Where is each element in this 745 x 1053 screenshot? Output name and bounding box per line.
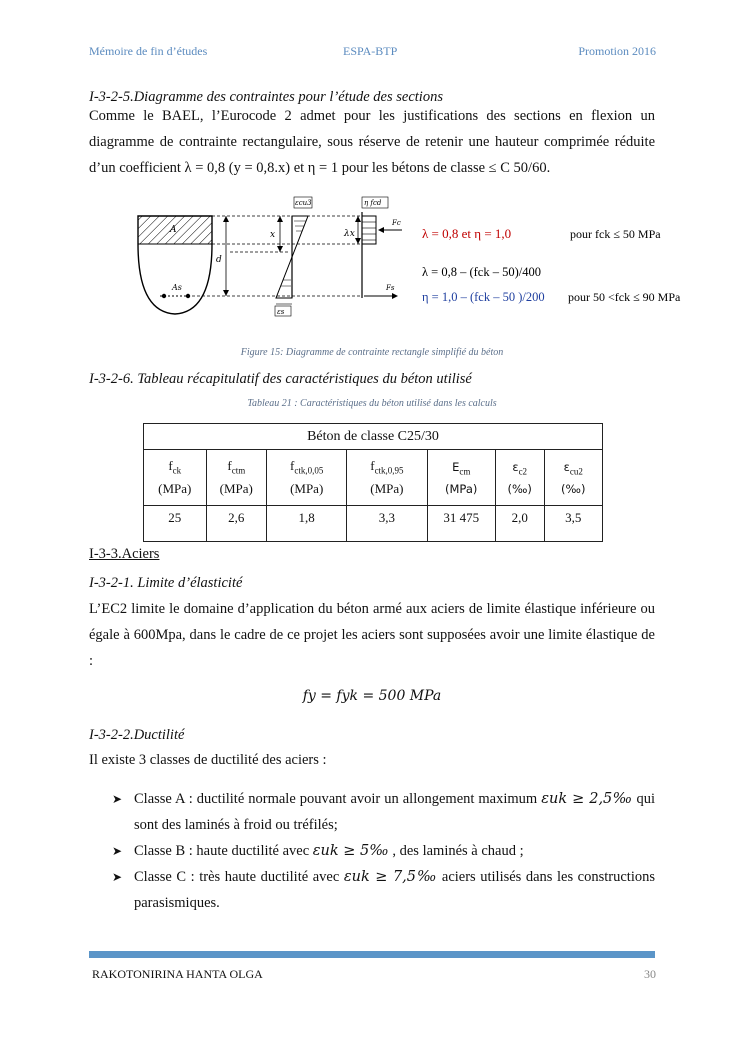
formula-fy: fy = fyk = 500 MPa [302, 688, 442, 704]
label-lambda-x: λx [344, 229, 355, 239]
table-caption: Tableau 21 : Caractéristiques du béton utilisé dans les calculs [247, 398, 497, 409]
label-d: d [216, 255, 222, 265]
section-text-diagramme: Comme le BAEL, l’Eurocode 2 admet pour les justifications des sections en flexion un diagramme de contrainte rectangulaire, sous réserve de retenir une hauteur comprimée réduite d’un coefficient λ = 0,8 (y = 0,8.x) et η = 1 pour les bétons de classe ≤ C 50/60. [89, 108, 655, 176]
table-header-row [144, 450, 603, 506]
list-item: ➤ Classe A : ductilité normale pouvant avoir un allongement maximum εuk ≥ 2,5‰ qui sont des laminés à froid ou tréfilés; [112, 786, 655, 838]
section-shape [138, 216, 212, 314]
footer-bar [89, 951, 655, 958]
table-title: Béton de classe C25/30 [144, 424, 603, 450]
section-title-ductilite: I-3-2-2.Ductilité [89, 727, 185, 743]
header-cell-fctm: $f_{ctm}$ (MPa) [206, 450, 267, 506]
figure-caption: Figure 15: Diagramme de contrainte rectangle simplifié du béton [240, 347, 504, 358]
list-item: ➤ Classe B : haute ductilité avec εuk ≥ 5‰ , des laminés à chaud ; [112, 838, 655, 864]
header-left: Mémoire de fin d’études [89, 44, 208, 58]
page-number: 30 [644, 967, 656, 981]
ductility-class-list [112, 786, 655, 916]
section-title-tableau: I-3-2-6. Tableau récapitulatif des caractéristiques du béton utilisé [89, 371, 472, 387]
section-text-elasticite: L’EC2 limite le domaine d’application du béton armé aux aciers de limite élastique inférieure ou égale à 600Mpa, dans le cadre de ce projet les aciers sont supposées avoir une limite élastique de : [89, 601, 655, 669]
arrow-bullet-icon: ➤ [112, 844, 123, 858]
arrow-bullet-icon: ➤ [112, 870, 123, 884]
footer-author: RAKOTONIRINA HANTA OLGA [92, 967, 263, 981]
value-ec2: 2,0 [495, 506, 544, 542]
header-cell-fctk095: $f_{ctk,0,95}$ (MPa) [347, 450, 427, 506]
label-eta-fcd: η fcd [364, 199, 382, 207]
stress-block [362, 197, 402, 299]
section-title-aciers: I-3-3.Aciers [89, 546, 160, 562]
list-item: ➤ Classe C : très haute ductilité avec εuk ≥ 7,5‰ aciers utilisés dans les constructions parasismiques. [112, 864, 655, 916]
eq-lambda-high: λ = 0,8 – (fck – 50)/400 [422, 265, 541, 279]
label-Fc: Fc [392, 219, 401, 227]
label-A: A [170, 225, 177, 235]
value-fck: 25 [144, 506, 207, 542]
eq-eta-high: η = 1,0 – (fck – 50 )/200 [422, 290, 545, 304]
label-es: εs [277, 308, 285, 316]
header-cell-fctk005: $f_{ctk,0,05}$ (MPa) [267, 450, 347, 506]
ductility-intro: Il existe 3 classes de ductilité des aciers : [89, 752, 327, 768]
header-cell-ecm: $E_{cm}$ (MPa) [427, 450, 495, 506]
value-ecu2: 3,5 [544, 506, 602, 542]
header-center: ESPA-BTP [343, 44, 398, 58]
label-x: x [270, 230, 276, 240]
value-fctk005: 1,8 [267, 506, 347, 542]
arrow-bullet-icon: ➤ [112, 792, 123, 806]
label-Fs: Fs [386, 284, 395, 292]
value-fctm: 2,6 [206, 506, 267, 542]
value-fctk095: 3,3 [347, 506, 427, 542]
header-cell-fck: $f_{ck}$ (MPa) [144, 450, 207, 506]
header-right: Promotion 2016 [578, 44, 656, 58]
strain-diagram [275, 197, 312, 316]
section-title-elasticite: I-3-2-1. Limite d’élasticité [89, 575, 243, 591]
stress-diagram-figure [130, 194, 690, 334]
eq-condition-1: pour fck ≤ 50 MPa [570, 227, 661, 241]
label-As: As [172, 283, 182, 292]
section-title-diagramme: I-3-2-5.Diagramme des contraintes pour l’étude des sections [89, 89, 443, 105]
concrete-properties-table [143, 423, 603, 542]
label-ecu3: εcu3 [295, 199, 312, 207]
eq-condition-2: pour 50 <fck ≤ 90 MPa [568, 290, 681, 304]
table-values-row [144, 506, 603, 542]
value-ecm: 31 475 [427, 506, 495, 542]
eq-lambda-eta-default: λ = 0,8 et η = 1,0 [422, 226, 512, 241]
header-cell-ecu2: $\varepsilon_{cu2}$ (‰) [544, 450, 602, 506]
header-cell-ec2: $\varepsilon_{c2}$ (‰) [495, 450, 544, 506]
